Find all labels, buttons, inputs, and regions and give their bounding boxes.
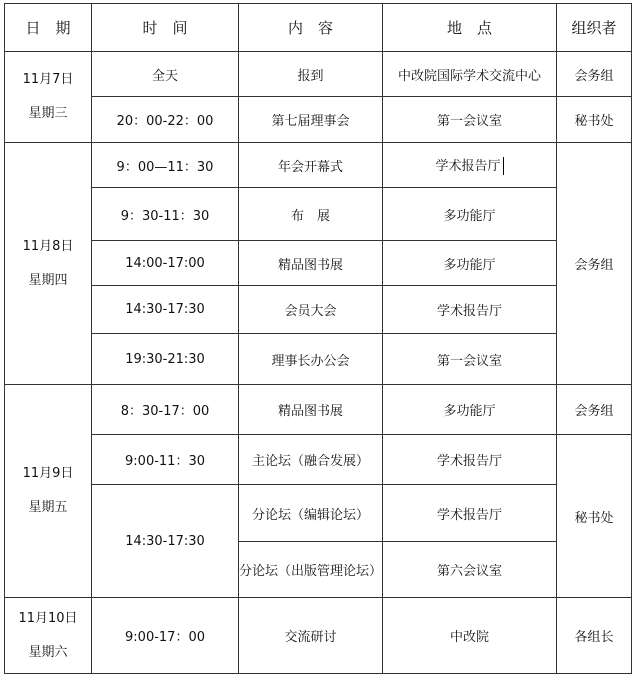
organizer-cell: 会务组 — [557, 52, 632, 97]
time-cell: 8：30-17：00 — [92, 385, 239, 435]
table-row — [5, 485, 632, 542]
content-cell: 精品图书展 — [239, 241, 383, 286]
text-cursor-icon — [503, 157, 504, 175]
place-text: 学术报告厅 — [435, 158, 501, 174]
date-label: 11月10日 — [18, 610, 78, 626]
weekday-label: 星期四 — [28, 272, 68, 288]
table-row — [5, 385, 632, 435]
header-organizer: 组织者 — [557, 4, 632, 52]
organizer-cell: 会务组 — [557, 143, 632, 385]
time-cell: 14:30-17:30 — [92, 286, 239, 334]
time-cell: 9：30-11：30 — [92, 188, 239, 241]
table-row — [5, 286, 632, 334]
content-cell: 分论坛（出版管理论坛） — [239, 542, 383, 598]
place-cell: 第一会议室 — [383, 97, 557, 143]
date-label: 11月8日 — [22, 238, 74, 254]
content-cell: 报到 — [239, 52, 383, 97]
place-cell: 多功能厅 — [383, 385, 557, 435]
content-cell: 分论坛（编辑论坛） — [239, 485, 383, 542]
time-cell: 全天 — [92, 52, 239, 97]
header-row — [5, 4, 632, 52]
place-cell: 第六会议室 — [383, 542, 557, 598]
date-label: 11月9日 — [22, 466, 74, 481]
content-cell: 理事长办公会 — [239, 334, 383, 385]
table-row — [5, 52, 632, 97]
date-cell — [5, 52, 92, 143]
content-cell: 交流研讨 — [239, 598, 383, 674]
organizer-cell: 秘书处 — [557, 97, 632, 143]
table-row — [5, 435, 632, 485]
organizer-cell: 各组长 — [557, 598, 632, 674]
time-cell: 19:30-21:30 — [92, 334, 239, 385]
place-cell: 学术报告厅 — [383, 286, 557, 334]
weekday-label: 星期六 — [28, 644, 68, 660]
schedule-table — [4, 3, 632, 674]
time-cell: 20：00-22：00 — [92, 97, 239, 143]
time-cell: 9:00-11：30 — [92, 435, 239, 485]
organizer-cell: 会务组 — [557, 385, 632, 435]
content-cell: 主论坛（融合发展） — [239, 435, 383, 485]
table-row — [5, 598, 632, 674]
table-row — [5, 188, 632, 241]
place-cell: 学术报告厅 — [383, 485, 557, 542]
place-cell: 多功能厅 — [383, 241, 557, 286]
content-cell: 布 展 — [239, 188, 383, 241]
place-cell: 学术报告厅 — [383, 435, 557, 485]
content-cell: 第七届理事会 — [239, 97, 383, 143]
content-cell: 年会开幕式 — [239, 143, 383, 188]
place-cell: 多功能厅 — [383, 188, 557, 241]
place-cell: 中改院国际学术交流中心 — [383, 52, 557, 97]
organizer-cell: 秘书处 — [557, 435, 632, 598]
header-content: 内 容 — [239, 4, 383, 52]
table-row — [5, 334, 632, 385]
header-time: 时 间 — [92, 4, 239, 52]
header-place: 地 点 — [383, 4, 557, 52]
place-cell — [383, 143, 557, 188]
date-cell — [5, 143, 92, 385]
time-cell: 14:00-17:00 — [92, 241, 239, 286]
time-cell: 9：00—11：30 — [92, 143, 239, 188]
header-date: 日 期 — [5, 4, 92, 52]
time-cell: 14:30-17:30 — [92, 485, 239, 598]
content-cell: 精品图书展 — [239, 385, 383, 435]
place-cell: 中改院 — [383, 598, 557, 674]
place-cell: 第一会议室 — [383, 334, 557, 385]
date-cell — [5, 598, 92, 674]
date-label: 11月7日 — [22, 72, 74, 87]
time-cell: 9:00-17：00 — [92, 598, 239, 674]
table-row — [5, 97, 632, 143]
content-cell: 会员大会 — [239, 286, 383, 334]
date-cell — [5, 385, 92, 598]
weekday-label: 星期五 — [28, 500, 68, 515]
table-row — [5, 143, 632, 188]
weekday-label: 星期三 — [28, 106, 68, 121]
table-row — [5, 241, 632, 286]
